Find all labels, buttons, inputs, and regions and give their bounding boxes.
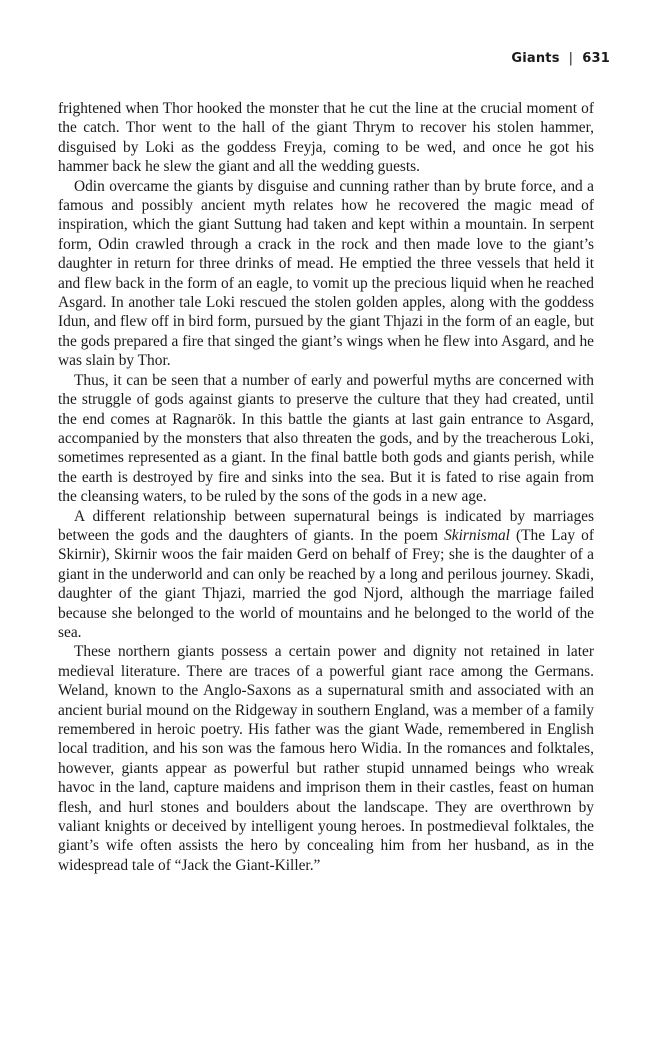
- paragraph-marriages: [58, 507, 594, 643]
- paragraph-continued: frightened when Thor hooked the monster that he cut the line at the crucial moment of the catch. Thor went to the hall of the giant Thrym to recover his stolen hammer, disguised by Loki as the goddess Freyja, coming to be wed, and once he got his hammer back he slew the giant and all the wedding guests.: [58, 100, 594, 176]
- header-separator: |: [568, 51, 574, 66]
- paragraph-marriages-rest: (The Lay of Skirnir), Skirnir woos the fair maiden Gerd on behalf of Frey; she is the daughter of a giant in the underworld and can only be reached by a long and perilous journey. Skadi, daughter of the giant Thjazi, married the god Njord, although the marriage failed because she belonged to the world of mountains and he belonged to the world of the sea.: [58, 526, 594, 641]
- paragraph-ragnarok: Thus, it can be seen that a number of early and powerful myths are concerned with the struggle of gods against giants to preserve the culture that they had created, until the end comes at Ragnarök. In this battle the giants at last gain entrance to Asgard, accompanied by the monsters that also threaten the gods, and by the treacherous Loki, sometimes represented as a giant. In the final battle both gods and giants perish, while the earth is destroyed by fire and sinks into the sea. But it is fated to rise again from the cleansing waters, to be ruled by the sons of the gods in a new age.: [58, 371, 594, 506]
- paragraph-odin: Odin overcame the giants by disguise and cunning rather than by brute force, and a famous and possibly ancient myth relates how he recovered the magic mead of inspiration, which the giant Suttung had taken and kept within a mountain. In serpent form, Odin crawled through a crack in the rock and then made love to the giant’s daughter in return for three drinks of mead. He emptied the three vessels that held it and flew back in the form of an eagle, to vomit up the precious liquid when he reached Asgard. In another tale Loki rescued the stolen golden apples, along with the goddess Idun, and flew off in bird form, pursued by the giant Thjazi in the form of an eagle, but the gods prepared a fire that singed the giant’s wings when he flew into Asgard, and he was slain by Thor.: [58, 177, 594, 370]
- poem-title: Skirnismal: [444, 526, 510, 544]
- running-head: [511, 51, 610, 66]
- paragraph-northern-giants: These northern giants possess a certain power and dignity not retained in later medieval literature. There are traces of a powerful giant race among the Germans. Weland, known to the Anglo-Saxons as a supernatural smith and associated with an ancient burial mound on the Ridgeway in southern England, was a member of a family remembered in heroic poetry. His father was the giant Wade, remembered in English local tradition, and his son was the famous hero Widia. In the romances and folktales, however, giants appear as powerful but rather stupid unnamed beings who wreak havoc in the land, capture maidens and imprison them in their castles, feast on human flesh, and hurl stones and boulders about the landscape. They are overthrown by valiant knights or deceived by intelligent young heroes. In postmedieval folktales, the giant’s wife often assists the hero by concealing him from her husband, as in the widespread tale of “Jack the Giant-Killer.”: [58, 643, 594, 874]
- body-text: [58, 99, 594, 875]
- paragraph-marriages-lead: A different relationship between supernatural beings is indicated by marriages between the gods and the daughters of giants. In the poem: [58, 507, 594, 544]
- page-number: 631: [582, 51, 610, 66]
- section-title: Giants: [511, 51, 560, 66]
